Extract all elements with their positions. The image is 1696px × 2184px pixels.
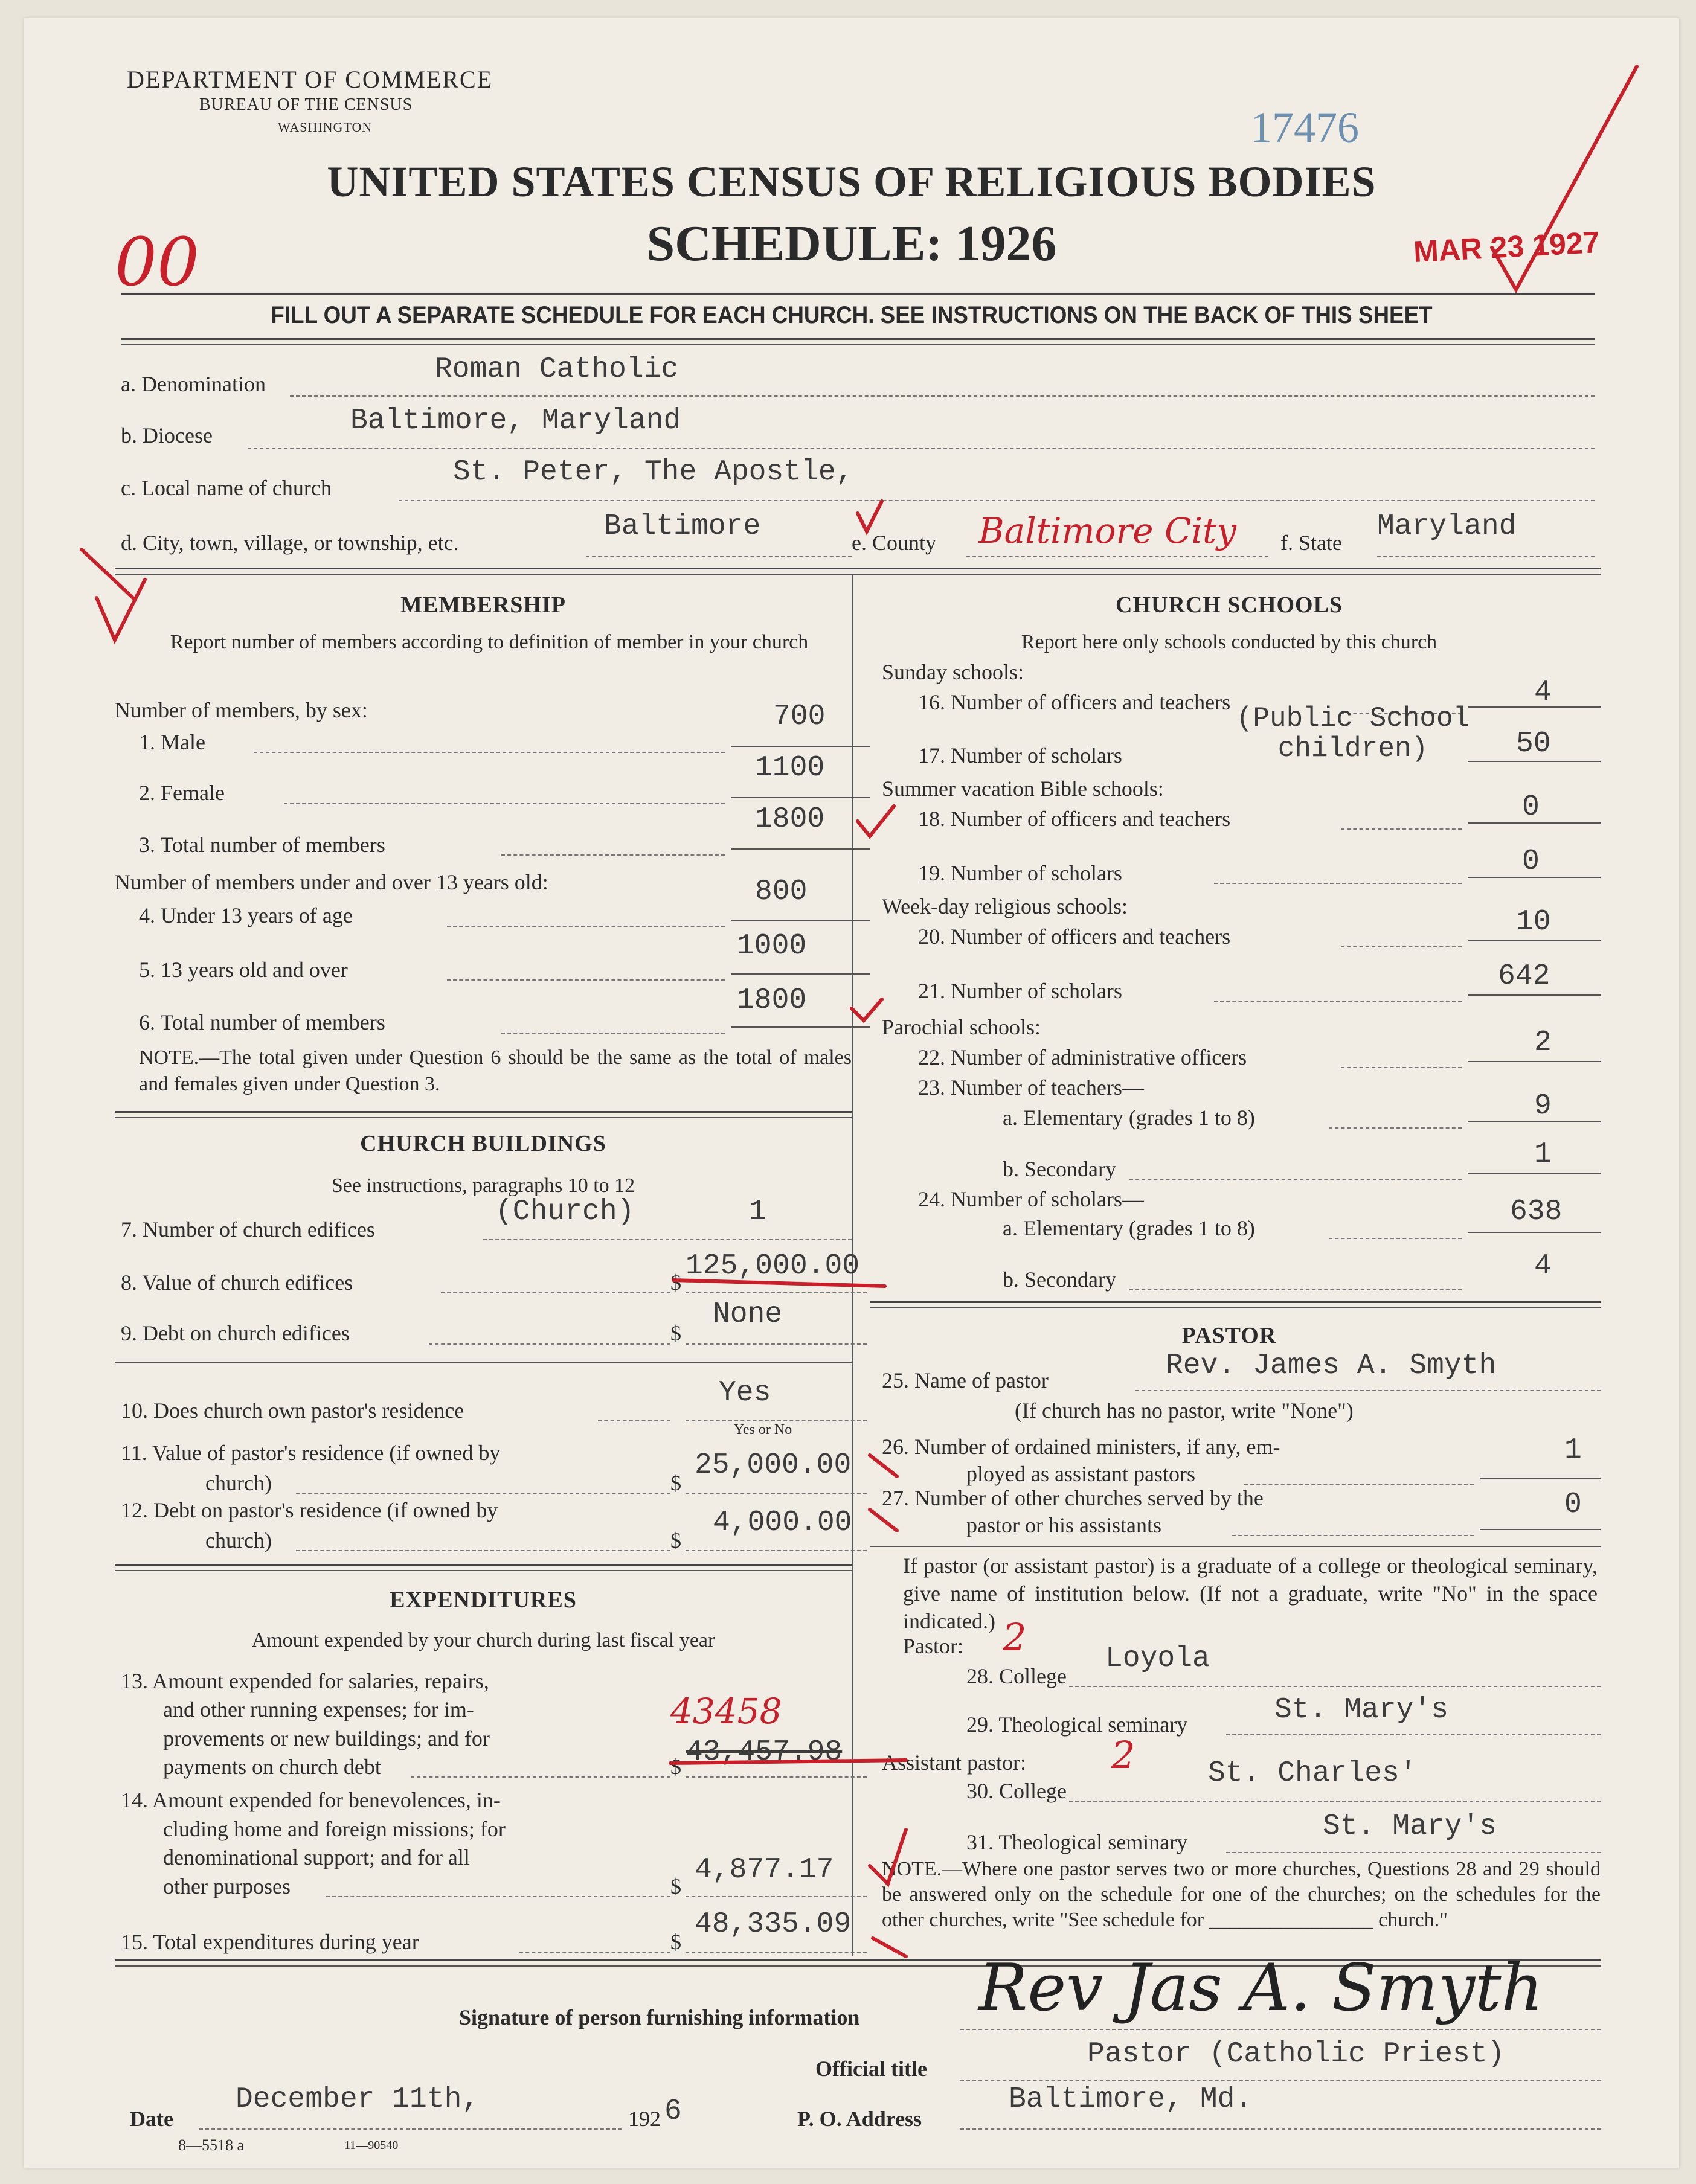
po-address-label: P. O. Address	[797, 2107, 922, 2131]
q20-value: 10	[1516, 906, 1551, 938]
q27-label-cont: pastor or his assistants	[966, 1513, 1161, 1537]
q24b-label: b. Secondary	[1003, 1267, 1116, 1292]
q13-value: 43,457.98	[686, 1736, 843, 1769]
expenditures-heading: EXPENDITURES	[390, 1587, 577, 1613]
q24a-label: a. Elementary (grades 1 to 8)	[1003, 1216, 1255, 1240]
city-value: Baltimore	[604, 510, 761, 543]
q11-value: 25,000.00	[695, 1449, 852, 1482]
diocese-label: b. Diocese	[121, 423, 213, 447]
weekday-schools-label: Week-day religious schools:	[882, 894, 1128, 918]
expenditures-subheading: Amount expended by your church during last fiscal year	[251, 1629, 715, 1651]
county-value: Baltimore City	[978, 510, 1237, 551]
q4-label: 4. Under 13 years of age	[139, 903, 353, 927]
graduate-note: If pastor (or assistant pastor) is a graduate of a college or theological seminary, give name of institution below. (If not a graduate, write "No" in the space indicated.)	[903, 1554, 1598, 1633]
members-by-sex-label: Number of members, by sex:	[115, 698, 368, 722]
q25-label: 25. Name of pastor	[882, 1368, 1049, 1392]
q31-value: St. Mary's	[1323, 1810, 1497, 1843]
q5-over13-value: 1000	[737, 930, 807, 962]
q20-label: 20. Number of officers and teachers	[918, 924, 1231, 949]
q2-label: 2. Female	[139, 781, 225, 805]
q1-male-value: 700	[773, 700, 826, 733]
q13-label-2: and other running expenses; for im-	[163, 1697, 474, 1721]
q24b-value: 4	[1534, 1250, 1552, 1283]
official-title-value: Pastor (Catholic Priest)	[1087, 2038, 1505, 2070]
q23b-label: b. Secondary	[1003, 1157, 1116, 1181]
buildings-subheading: See instructions, paragraphs 10 to 12	[331, 1174, 635, 1197]
q7-note: (Church)	[495, 1196, 635, 1228]
q8-label: 8. Value of church edifices	[121, 1270, 353, 1295]
q10-label: 10. Does church own pastor's residence	[121, 1398, 464, 1423]
q26-label: 26. Number of ordained ministers, if any, em-	[882, 1435, 1280, 1459]
q12-label-cont: church)	[205, 1528, 272, 1552]
q16-label: 16. Number of officers and teachers	[918, 690, 1231, 714]
q22-label: 22. Number of administrative officers	[918, 1045, 1247, 1069]
q3-total-value: 1800	[755, 803, 825, 836]
q4-under13-value: 800	[755, 876, 808, 908]
buildings-heading: CHURCH BUILDINGS	[360, 1131, 606, 1156]
denomination-value: Roman Catholic	[435, 353, 679, 386]
form-title: UNITED STATES CENSUS OF RELIGIOUS BODIES	[327, 158, 1376, 206]
official-title-label: Official title	[815, 2057, 927, 2081]
asst-red-mark: 2	[1111, 1733, 1135, 1777]
year-digit: 6	[664, 2095, 682, 2128]
q7-label: 7. Number of church edifices	[121, 1217, 375, 1241]
q12-label: 12. Debt on pastor's residence (if owned by	[121, 1498, 498, 1522]
q23b-value: 1	[1534, 1138, 1552, 1171]
q22-value: 2	[1534, 1026, 1552, 1059]
q25-pastor-name: Rev. James A. Smyth	[1166, 1350, 1497, 1382]
parochial-schools-label: Parochial schools:	[882, 1015, 1041, 1039]
schools-intro: Report here only schools conducted by this church	[1021, 631, 1437, 653]
q3-label: 3. Total number of members	[139, 833, 385, 857]
q14-label-4: other purposes	[163, 1874, 291, 1898]
q29-label: 29. Theological seminary	[966, 1712, 1188, 1737]
q14-label: 14. Amount expended for benevolences, in-	[121, 1788, 501, 1812]
q27-value: 0	[1564, 1488, 1582, 1521]
summer-schools-label: Summer vacation Bible schools:	[882, 777, 1164, 801]
year-prefix: 192	[628, 2107, 661, 2131]
q7-edifices-value: 1	[749, 1196, 766, 1228]
city-label: d. City, town, village, or township, etc.	[121, 531, 459, 555]
q9-dollar: $	[670, 1321, 681, 1345]
schedule-title: SCHEDULE: 1926	[646, 216, 1057, 272]
received-date-stamp: MAR 23 1927	[1412, 225, 1601, 269]
q15-dollar: $	[670, 1930, 681, 1954]
pastor-heading: PASTOR	[1181, 1323, 1277, 1348]
q13-label: 13. Amount expended for salaries, repairs,	[121, 1669, 489, 1693]
bureau-city: WASHINGTON	[278, 120, 373, 135]
department-name: DEPARTMENT OF COMMERCE	[127, 66, 493, 93]
membership-intro: Report number of members according to definition of member in your church	[170, 631, 809, 653]
pastor-red-mark: 2	[1003, 1615, 1027, 1659]
denomination-label: a. Denomination	[121, 372, 266, 396]
q23a-value: 9	[1534, 1090, 1552, 1122]
q12-value: 4,000.00	[713, 1507, 852, 1539]
membership-heading: MEMBERSHIP	[400, 592, 566, 618]
q2-female-value: 1100	[755, 752, 825, 784]
q13-label-4: payments on church debt	[163, 1755, 381, 1779]
pastor-note: NOTE.—Where one pastor serves two or more churches, Questions 28 and 29 should be answered only on the schedule for one of the churches; on the schedules for the other churches, write "See schedule for ________________ church."	[882, 1858, 1601, 1931]
q30-label: 30. College	[966, 1779, 1067, 1803]
sunday-schools-label: Sunday schools:	[882, 660, 1024, 684]
schools-heading: CHURCH SCHOOLS	[1115, 592, 1343, 618]
q15-value: 48,335.09	[695, 1908, 852, 1941]
county-label: e. County	[852, 531, 936, 555]
q14-label-3: denominational support; and for all	[163, 1845, 470, 1869]
q30-value: St. Charles'	[1208, 1757, 1417, 1790]
q10-value: Yes	[719, 1377, 771, 1409]
q26-value: 1	[1564, 1434, 1582, 1467]
q6-total-value: 1800	[737, 984, 807, 1017]
po-address-value: Baltimore, Md.	[1009, 2083, 1253, 2116]
q1-label: 1. Male	[139, 730, 205, 754]
form-number: 8—5518 a	[178, 2136, 245, 2154]
diocese-value: Baltimore, Maryland	[350, 405, 681, 437]
members-by-age-label: Number of members under and over 13 years old:	[115, 870, 548, 894]
q11-label-cont: church)	[205, 1471, 272, 1495]
q18-value: 0	[1522, 791, 1540, 824]
red-check-marks	[24, 18, 1679, 2168]
date-label: Date	[130, 2107, 173, 2131]
q23-label: 23. Number of teachers—	[918, 1075, 1144, 1100]
q17-label: 17. Number of scholars	[918, 743, 1122, 767]
file-number-stamp: 17476	[1250, 103, 1359, 152]
q26-label-cont: ployed as assistant pastors	[966, 1462, 1195, 1486]
print-number: 11—90540	[344, 2139, 399, 2152]
q27-label: 27. Number of other churches served by the	[882, 1486, 1264, 1510]
q13-dollar: $	[670, 1755, 681, 1779]
red-pencil-mark: 00	[115, 223, 199, 301]
q13-red-correction: 43458	[670, 1691, 782, 1732]
q28-value: Loyola	[1105, 1642, 1210, 1675]
q25-hint: (If church has no pastor, write "None")	[1015, 1398, 1354, 1423]
pastor-label: Pastor:	[903, 1634, 964, 1658]
church-name-label: c. Local name of church	[121, 476, 332, 500]
fill-out-instruction: FILL OUT A SEPARATE SCHEDULE FOR EACH CHURCH. SEE INSTRUCTIONS ON THE BACK OF THIS SHEET	[271, 302, 1433, 328]
q17-value: 50	[1516, 728, 1551, 760]
q9-label: 9. Debt on church edifices	[121, 1321, 350, 1345]
q14-label-2: cluding home and foreign missions; for	[163, 1817, 506, 1841]
date-value: December 11th,	[236, 2083, 480, 2116]
q15-label: 15. Total expenditures during year	[121, 1930, 419, 1954]
q29-value: St. Mary's	[1274, 1694, 1449, 1726]
bureau-name: BUREAU OF THE CENSUS	[199, 95, 413, 114]
q19-label: 19. Number of scholars	[918, 861, 1122, 885]
q31-label: 31. Theological seminary	[966, 1830, 1188, 1854]
q6-label: 6. Total number of members	[139, 1010, 385, 1034]
q9-value: None	[713, 1298, 783, 1331]
census-schedule-page	[24, 18, 1679, 2168]
state-value: Maryland	[1377, 510, 1517, 543]
q13-label-3: provements or new buildings; and for	[163, 1726, 490, 1750]
q23a-label: a. Elementary (grades 1 to 8)	[1003, 1106, 1255, 1130]
q11-label: 11. Value of pastor's residence (if owned by	[121, 1441, 501, 1465]
state-label: f. State	[1280, 531, 1342, 555]
q17-note: (Public School children)	[1236, 703, 1470, 764]
asst-pastor-label: Assistant pastor:	[882, 1750, 1026, 1775]
q12-dollar: $	[670, 1528, 681, 1552]
q21-label: 21. Number of scholars	[918, 979, 1122, 1003]
q21-value: 642	[1498, 960, 1550, 993]
signature-label: Signature of person furnishing information	[459, 2005, 860, 2029]
q24-label: 24. Number of scholars—	[918, 1187, 1144, 1211]
q19-value: 0	[1522, 845, 1540, 878]
q5-label: 5. 13 years old and over	[139, 958, 348, 982]
q18-label: 18. Number of officers and teachers	[918, 807, 1231, 831]
q8-value: 125,000.00	[686, 1250, 860, 1283]
membership-note: NOTE.—The total given under Question 6 should be the same as the total of males and females given under Question 3.	[139, 1046, 852, 1095]
church-name-value: St. Peter, The Apostle,	[453, 456, 853, 488]
q28-label: 28. College	[966, 1664, 1067, 1688]
q8-dollar: $	[670, 1270, 681, 1295]
pastor-signature: Rev Jas A. Smyth	[978, 1950, 1544, 2026]
q14-dollar: $	[670, 1874, 681, 1898]
q11-dollar: $	[670, 1471, 681, 1495]
q10-hint: Yes or No	[734, 1422, 792, 1438]
q16-value: 4	[1534, 676, 1552, 709]
q24a-value: 638	[1510, 1196, 1563, 1228]
q14-value: 4,877.17	[695, 1854, 834, 1886]
